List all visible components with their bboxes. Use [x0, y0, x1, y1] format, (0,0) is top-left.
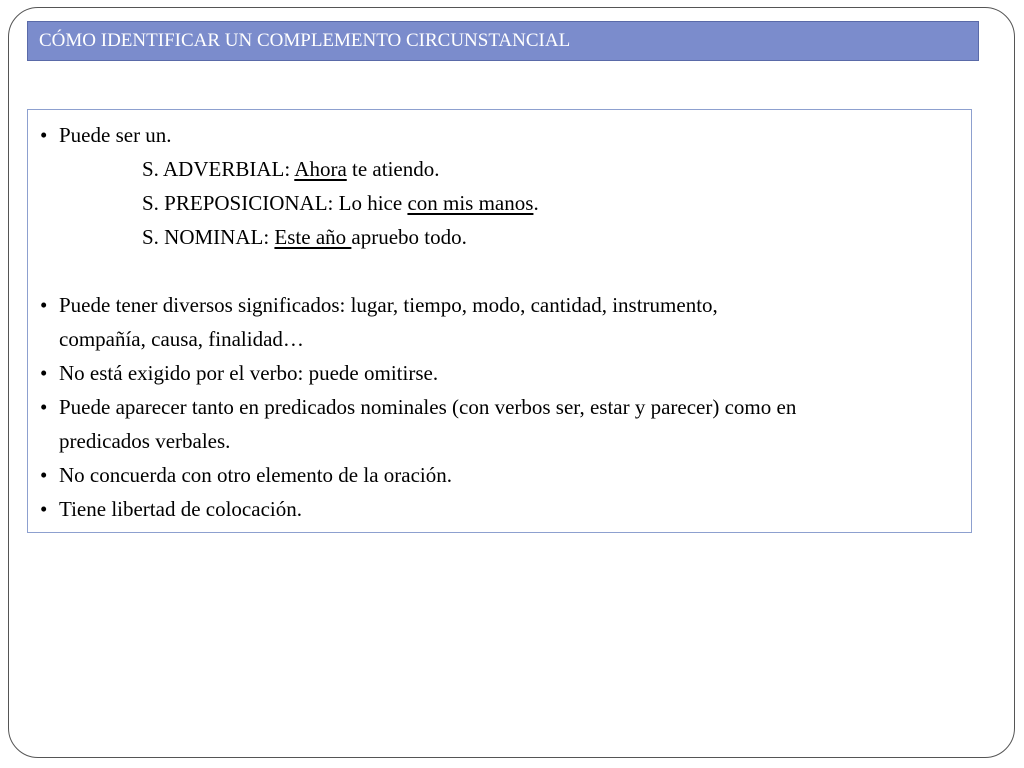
intro-text: Puede ser un.	[59, 123, 172, 147]
spacer	[40, 254, 971, 288]
predicados-text-1: Puede aparecer tanto en predicados nominales (con verbos ser, estar y parecer) como en	[59, 395, 797, 419]
bullet-item-intro	[40, 118, 971, 152]
slide-title-text: CÓMO IDENTIFICAR UN COMPLEMENTO CIRCUNSTANCIAL	[39, 30, 571, 51]
example-nominal-underlined: Este año	[274, 225, 352, 249]
bullet-item-exigido	[40, 356, 971, 390]
bullet-icon: •	[40, 395, 48, 419]
example-adverbial-underlined: Ahora	[294, 157, 347, 181]
bullet-icon: •	[40, 293, 48, 317]
bullet-item-predicados	[40, 390, 971, 424]
bullet-item-significados	[40, 288, 971, 322]
significados-text-1: Puede tener diversos significados: lugar, tiempo, modo, cantidad, instrumento,	[59, 293, 718, 317]
bullet-item-significados-cont	[40, 322, 971, 356]
example-preposicional-rest: .	[533, 191, 539, 215]
content-box	[27, 109, 972, 533]
bullet-icon: •	[40, 123, 48, 147]
example-preposicional	[40, 186, 971, 220]
example-nominal	[40, 220, 971, 254]
slide-title	[27, 21, 979, 61]
example-nominal-label: S. NOMINAL:	[142, 225, 275, 249]
example-adverbial	[40, 152, 971, 186]
example-adverbial-rest: te atiendo.	[346, 157, 440, 181]
significados-text-2: compañía, causa, finalidad…	[59, 327, 304, 351]
example-preposicional-label: S. PREPOSICIONAL: Lo hice	[142, 191, 408, 215]
concuerda-text: No concuerda con otro elemento de la oración.	[59, 463, 453, 487]
predicados-text-2: predicados verbales.	[59, 429, 231, 453]
bullet-item-concuerda	[40, 458, 971, 492]
bullet-icon: •	[40, 463, 48, 487]
exigido-text: No está exigido por el verbo: puede omitirse.	[59, 361, 439, 385]
example-adverbial-label: S. ADVERBIAL:	[142, 157, 295, 181]
example-preposicional-underlined: con mis manos	[407, 191, 534, 215]
bullet-icon: •	[40, 361, 48, 385]
bullet-icon: •	[40, 497, 48, 521]
bullet-item-libertad	[40, 492, 971, 526]
libertad-text: Tiene libertad de colocación.	[59, 497, 302, 521]
bullet-item-predicados-cont	[40, 424, 971, 458]
example-nominal-rest: apruebo todo.	[351, 225, 467, 249]
